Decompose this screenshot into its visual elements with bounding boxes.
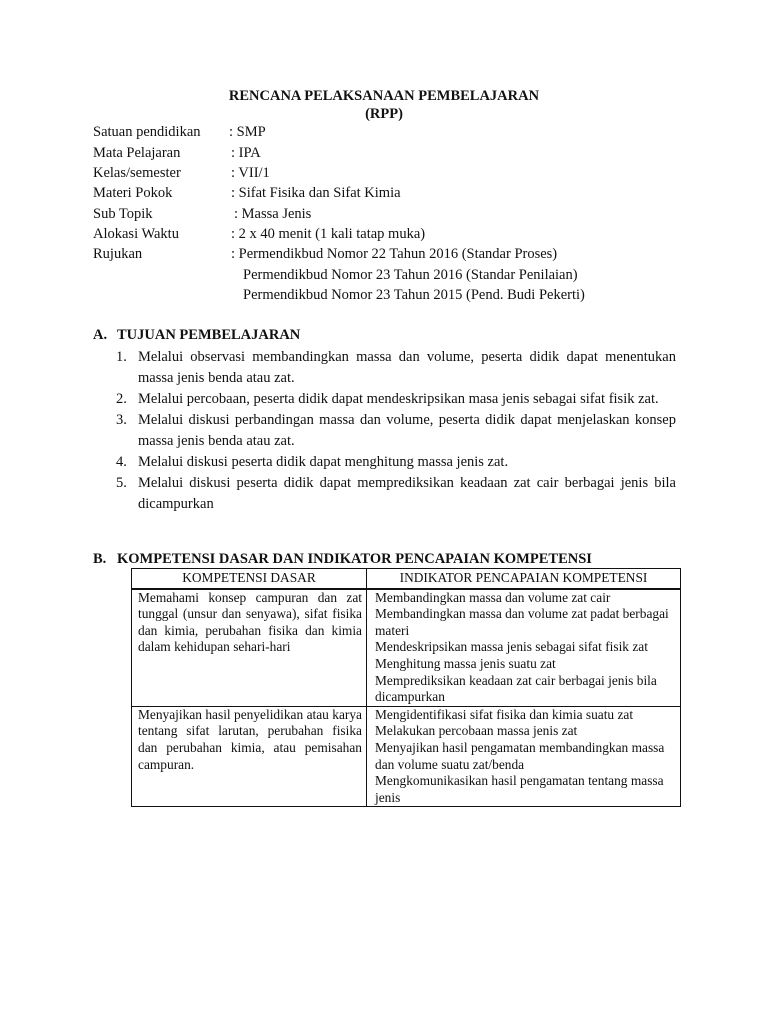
info-label-satuan: Satuan pendidikan (93, 124, 201, 140)
indicator-item: Mengkomunikasikan hasil pengamatan tentang massa jenis (375, 773, 664, 805)
info-label-mapel: Mata Pelajaran (93, 145, 181, 161)
kd-text: Memahami konsep campuran dan zat tunggal (unsur dan senyawa), sifat fisika dan kimia, perubahan fisika dan kimia dalam kehidupan sehari-hari (138, 589, 362, 655)
info-label-materi: Materi Pokok (93, 185, 173, 201)
info-value-rujukan: : Permendikbud Nomor 22 Tahun 2016 (Standar Proses) (231, 246, 558, 262)
table-header-kd: KOMPETENSI DASAR (132, 569, 367, 589)
section-a-letter: A. (93, 327, 108, 343)
page-title: RENCANA PELAKSANAAN PEMBELAJARAN (228, 88, 540, 104)
objective-text: Melalui percobaan, peserta didik dapat mendeskripsikan masa jenis sebagai sifat fisik zat. (138, 391, 659, 407)
indicator-item: Mengidentifikasi sifat fisika dan kimia suatu zat (375, 706, 634, 722)
info-label-kelas: Kelas/semester (93, 165, 181, 181)
objective-text: Melalui diskusi peserta didik dapat memprediksikan keadaan zat cair berbagai jenis bila dicampurkan (138, 475, 676, 512)
objective-item (116, 410, 676, 452)
kd-cell (132, 589, 367, 707)
rujukan-line-2: Permendikbud Nomor 23 Tahun 2016 (Standar Penilaian) (243, 267, 578, 283)
info-value-satuan: : SMP (229, 124, 266, 140)
info-value-mapel: : IPA (231, 145, 261, 161)
objective-text: Melalui diskusi peserta didik dapat menghitung massa jenis zat. (138, 454, 509, 470)
table-header-row (132, 569, 681, 589)
rujukan-line-3: Permendikbud Nomor 23 Tahun 2015 (Pend. Budi Pekerti) (243, 287, 585, 303)
info-label-rujukan: Rujukan (93, 246, 143, 262)
info-value-materi: : Sifat Fisika dan Sifat Kimia (231, 185, 401, 201)
section-a-heading (93, 327, 300, 344)
table-row (132, 589, 681, 707)
objective-item (116, 473, 676, 515)
objective-number: 4. (116, 454, 127, 470)
objective-text: Melalui diskusi perbandingan massa dan volume, peserta didik dapat menjelaskan konsep massa jenis benda atau zat. (138, 412, 676, 449)
objective-item (116, 452, 676, 473)
indicator-cell (367, 589, 681, 707)
table-header-indikator: INDIKATOR PENCAPAIAN KOMPETENSI (367, 569, 681, 589)
info-value-kelas: : VII/1 (231, 165, 270, 181)
section-b-title: KOMPETENSI DASAR DAN INDIKATOR PENCAPAIAN KOMPETENSI (117, 551, 592, 567)
table-row (132, 706, 681, 807)
kd-cell (132, 706, 367, 807)
indicator-item: Menghitung massa jenis suatu zat (375, 655, 556, 671)
indicator-item: Membandingkan massa dan volume zat cair (375, 589, 611, 605)
section-b-letter: B. (93, 551, 107, 567)
info-value-subtopik: : Massa Jenis (234, 206, 312, 222)
kd-text: Menyajikan hasil penyelidikan atau karya tentang sifat larutan, perubahan fisika dan perubahan kimia, atau pemisahan campuran. (138, 706, 362, 772)
objective-item (116, 347, 676, 389)
indicator-item: Menyajikan hasil pengamatan membandingkan massa dan volume suatu zat/benda (375, 739, 665, 772)
indicator-item: Memprediksikan keadaan zat cair berbagai jenis bila dicampurkan (375, 672, 657, 705)
info-label-subtopik: Sub Topik (93, 206, 153, 222)
objectives-list (116, 347, 676, 515)
objective-number: 2. (116, 391, 127, 407)
info-value-alokasi: : 2 x 40 menit (1 kali tatap muka) (231, 226, 426, 242)
objective-item (116, 389, 676, 410)
objective-number: 1. (116, 349, 127, 365)
objective-number: 3. (116, 412, 127, 428)
section-b-heading (93, 551, 592, 568)
section-a-title: TUJUAN PEMBELAJARAN (117, 327, 301, 343)
indicator-item: Mendeskripsikan massa jenis sebagai sifat fisik zat (375, 639, 648, 655)
indicator-item: Melakukan percobaan massa jenis zat (375, 723, 578, 739)
indicator-item: Membandingkan massa dan volume zat padat berbagai materi (375, 606, 669, 638)
info-label-alokasi: Alokasi Waktu (93, 226, 179, 242)
competency-table (131, 568, 681, 807)
objective-text: Melalui observasi membandingkan massa dan volume, peserta didik dapat menentukan massa jenis benda atau zat. (138, 349, 676, 386)
objective-number: 5. (116, 475, 127, 491)
page-subtitle: (RPP) (365, 106, 403, 122)
indicator-cell (367, 706, 681, 807)
